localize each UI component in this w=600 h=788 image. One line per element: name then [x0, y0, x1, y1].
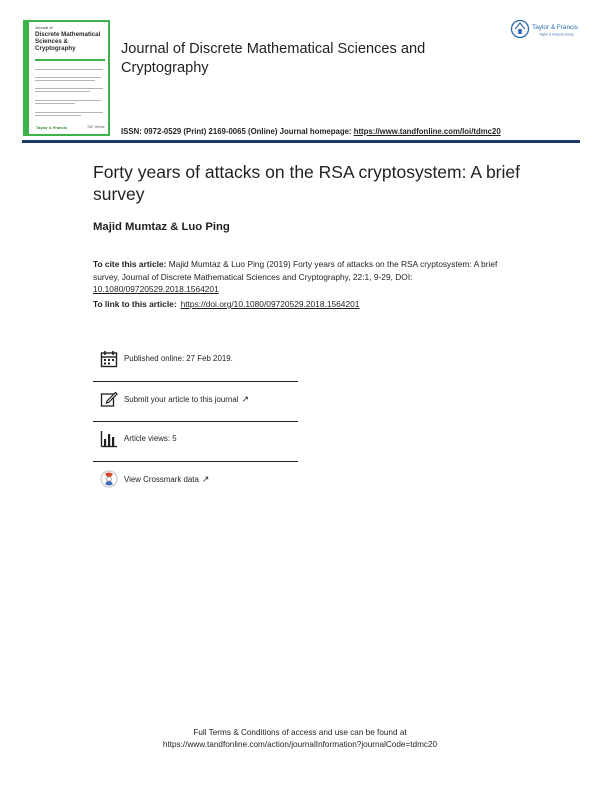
footer-terms-text: Full Terms & Conditions of access and use can be found at [193, 728, 407, 737]
article-link [93, 299, 359, 309]
footer-terms-link[interactable]: https://www.tandfonline.com/action/journalInformation?journalCode=tdmc20 [162, 740, 438, 749]
link-label: To link to this article: [93, 299, 177, 309]
cover-line [35, 103, 75, 104]
cover-bar [35, 59, 105, 61]
journal-homepage-link[interactable]: https://www.tandfonline.com/loi/tdmc20 [353, 127, 501, 136]
citation [93, 258, 513, 296]
issn-text: ISSN: 0972-0529 (Print) 2169-0065 (Online) Journal homepage: [121, 127, 354, 136]
cover-line [35, 77, 101, 78]
external-link-icon: ↗ [241, 394, 250, 404]
edit-icon [100, 390, 118, 408]
cover-publisher-logo2: T&F Online [87, 125, 105, 129]
cover-line [35, 115, 81, 116]
taylor-francis-logo[interactable] [510, 18, 588, 40]
cover-line [35, 88, 103, 89]
issn-line [121, 127, 501, 136]
cover-line [35, 80, 95, 81]
article-authors: Majid Mumtaz & Luo Ping [93, 221, 230, 233]
cover-title: Discrete Mathematical Sciences & Cryptography [35, 31, 101, 52]
footer [0, 727, 600, 751]
article-doi-url[interactable]: https://doi.org/10.1080/09720529.2018.1564201 [180, 299, 360, 309]
cover-line [35, 91, 90, 92]
crossmark-icon [100, 470, 118, 488]
submit-article-text[interactable]: Submit your article to this journal [124, 395, 239, 404]
article-title: Forty years of attacks on the RSA cryptosystem: A brief survey [93, 162, 520, 204]
published-online-text: Published online: 27 Feb 2019. [124, 354, 233, 363]
cover-publisher-logo: Taylor & Francis [36, 125, 68, 130]
header-rule [22, 140, 580, 143]
external-link-icon: ↗ [201, 474, 210, 484]
submit-article-link[interactable] [124, 394, 249, 405]
citation-label: To cite this article: [93, 259, 167, 269]
crossmark-box[interactable] [93, 462, 298, 502]
cover-line [35, 100, 101, 101]
journal-cover [23, 20, 110, 136]
publisher-group: Taylor & Francis Group [539, 32, 574, 37]
submit-article-box[interactable] [93, 382, 298, 422]
article-views-box [93, 422, 298, 462]
crossmark-link[interactable] [124, 474, 209, 485]
article-views-text: Article views: 5 [124, 434, 177, 443]
cover-line [35, 69, 103, 70]
bar-chart-icon [100, 430, 118, 448]
citation-text: Majid Mumtaz & Luo Ping (2019) Forty years of attacks on the RSA cryptosystem: A brief survey, Journal of Discrete Mathematical Sciences and Cryptography, 22:1, 9-29, DOI: [93, 259, 498, 282]
cover-series: Journal of [35, 25, 53, 30]
journal-title[interactable]: Journal of Discrete Mathematical Sciences and Cryptography [121, 41, 426, 76]
published-online-box [93, 342, 298, 382]
publisher-name: Taylor & Francis [532, 24, 578, 31]
cover-line [35, 112, 103, 113]
citation-doi-link[interactable]: 10.1080/09720529.2018.1564201 [93, 284, 219, 294]
calendar-icon [100, 350, 118, 368]
crossmark-text[interactable]: View Crossmark data [124, 475, 199, 484]
